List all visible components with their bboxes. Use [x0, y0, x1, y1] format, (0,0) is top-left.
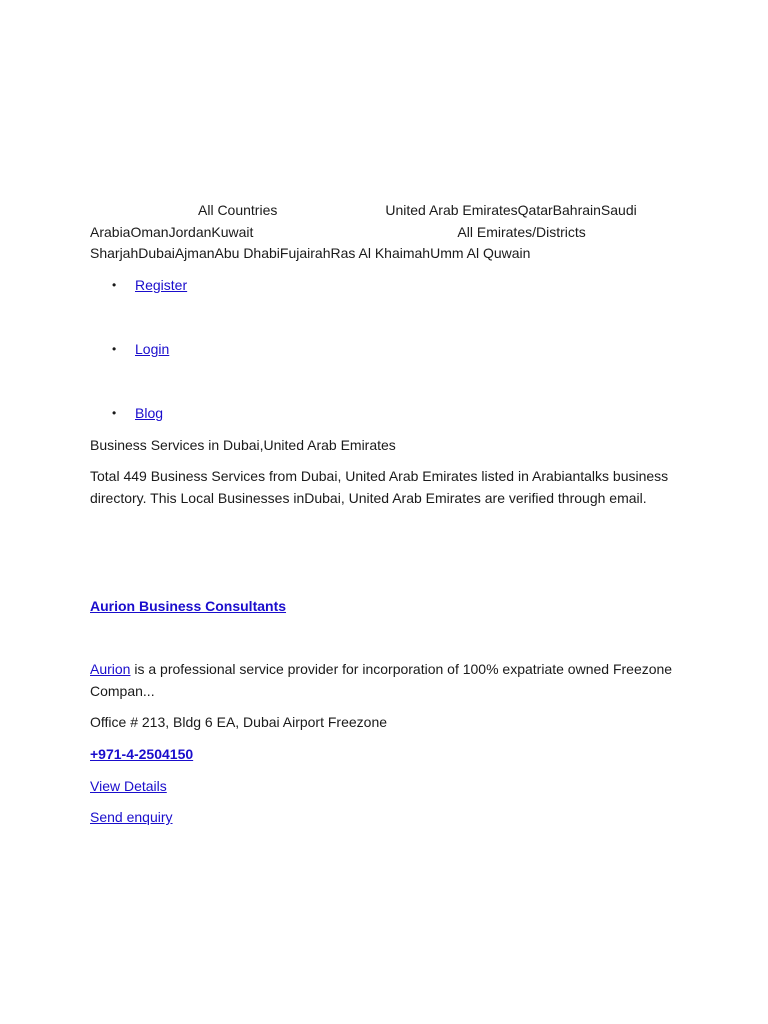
bullet-icon: •	[112, 341, 117, 356]
location-filters	[90, 200, 690, 265]
business-address: Office # 213, Bldg 6 EA, Dubai Airport Freezone	[90, 714, 388, 731]
business-name-link[interactable]: Aurion Business Consultants	[90, 597, 287, 614]
account-nav	[90, 275, 690, 435]
register-link[interactable]: Register	[135, 276, 188, 293]
business-desc-link[interactable]: Aurion	[90, 661, 131, 678]
country-options[interactable]: United Arab EmiratesQatarBahrainSaudi ArabiaOmanJordanKuwait	[90, 202, 637, 240]
country-select-default[interactable]: All Countries	[198, 202, 278, 218]
blog-link[interactable]: Blog	[135, 404, 164, 421]
view-details-link[interactable]: View Details	[90, 777, 167, 794]
page-intro: Total 449 Business Services from Dubai, United Arab Emirates listed in Arabiantalks business directory. This Local Businesses inDubai, United Arab Emirates are verified through email.	[90, 468, 669, 506]
nav-item-register	[90, 275, 690, 339]
business-phone-link[interactable]: +971-4-2504150	[90, 745, 194, 762]
bullet-icon: •	[112, 405, 117, 420]
listing-card	[90, 510, 690, 829]
business-description	[90, 659, 690, 702]
login-link[interactable]: Login	[135, 340, 170, 357]
emirate-select-default[interactable]: All Emirates/Districts	[457, 223, 586, 240]
page-title: Business Services in Dubai,United Arab Emirates	[90, 436, 396, 453]
nav-item-blog	[90, 403, 690, 435]
main-content	[90, 200, 690, 829]
emirate-options[interactable]: SharjahDubaiAjmanAbu DhabiFujairahRas Al KhaimahUmm Al Quwain	[90, 245, 531, 262]
nav-item-login	[90, 339, 690, 403]
bullet-icon: •	[112, 277, 117, 292]
business-desc-text: is a professional service provider for incorporation of 100% expatriate owned Freezone Compan...	[90, 661, 673, 699]
send-enquiry-link[interactable]: Send enquiry	[90, 809, 173, 826]
